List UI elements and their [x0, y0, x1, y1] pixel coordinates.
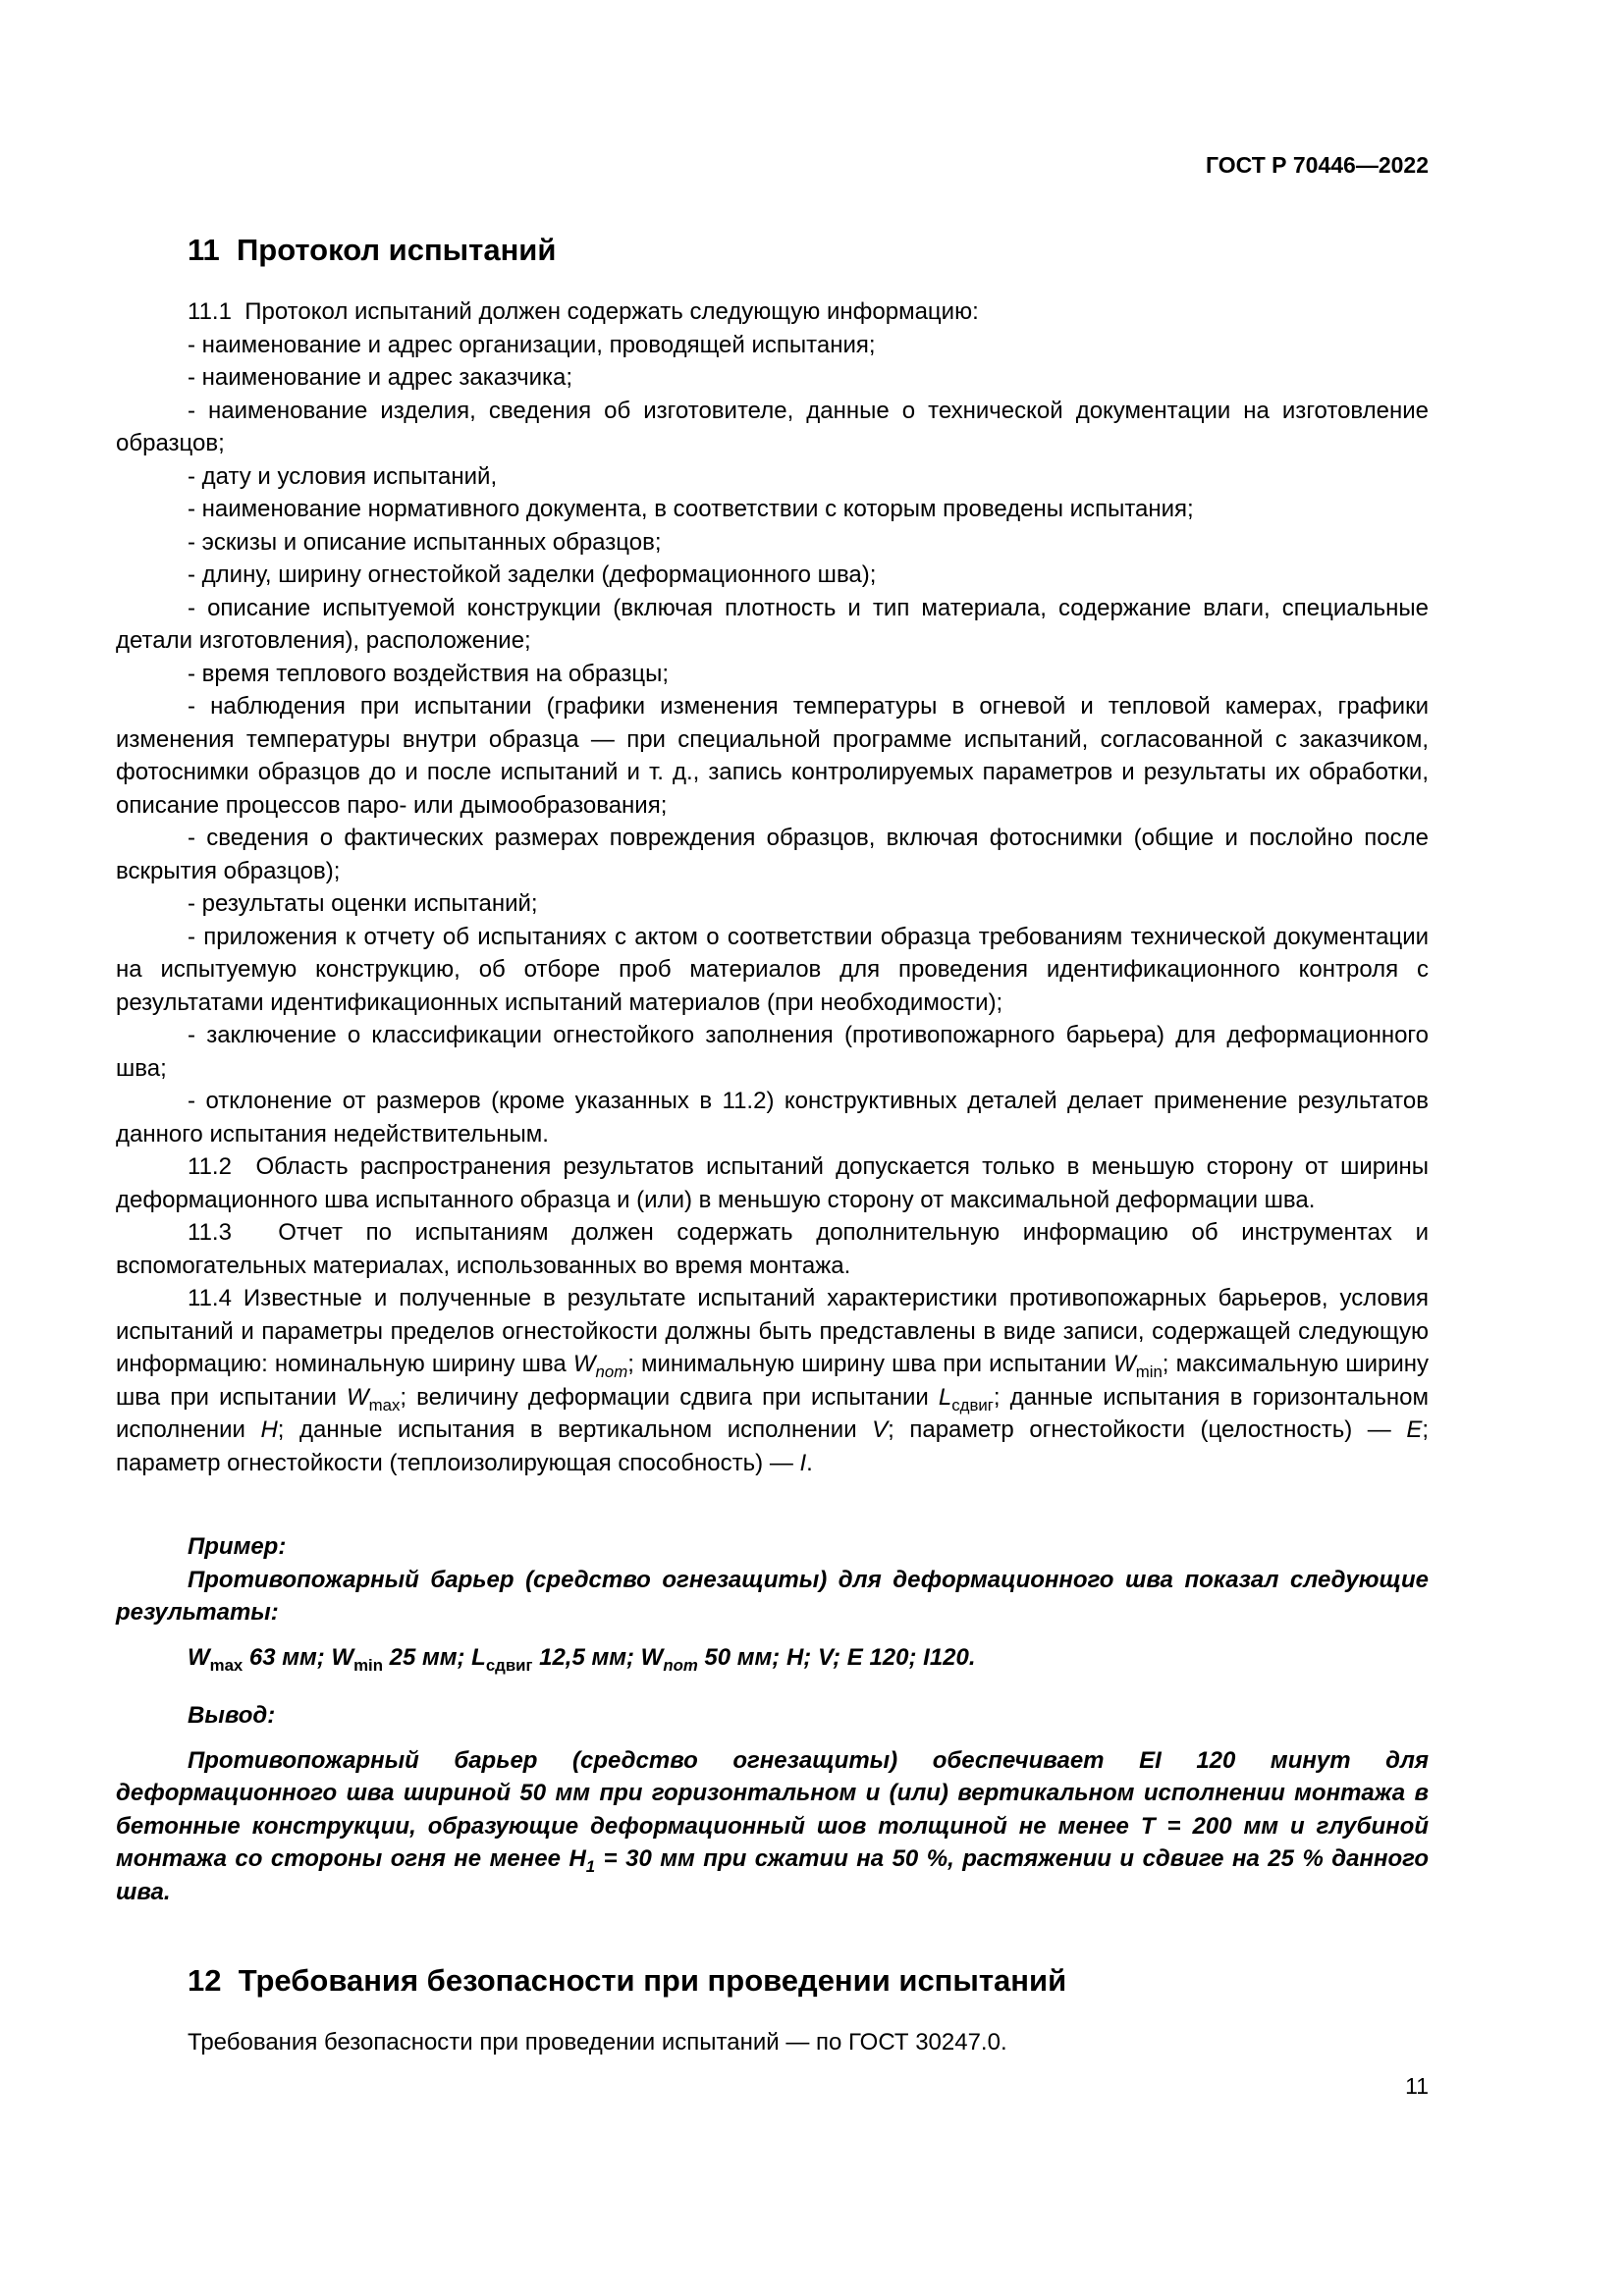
list-item-15: - отклонение от размеров (кроме указанных в 11.2) конструктивных деталей делает применение результатов данного испытания недействительным. [116, 1088, 1429, 1148]
list-item-7: - длину, ширину огнестойкой заделки (деформационного шва); [188, 561, 877, 588]
list-item-14: - заключение о классификации огнестойкого заполнения (противопожарного барьера) для деформационного шва; [116, 1022, 1429, 1082]
para-12: Требования безопасности при проведении испытаний — по ГОСТ 30247.0. [188, 2029, 1007, 2056]
para-11-1: 11.1 Протокол испытаний должен содержать следующую информацию: [188, 298, 979, 325]
list-item-12: - результаты оценки испытаний; [188, 890, 538, 917]
list-item-11: - сведения о фактических размерах повреждения образцов, включая фотоснимки (общие и послойно после вскрытия образцов); [116, 825, 1429, 884]
example-label: Пример: [188, 1533, 287, 1560]
para-11-4: 11.4 Известные и полученные в результате испытаний характеристики противопожарных барьеров, условия испытаний и параметры пределов огнестойкости должны быть представлены в виде записи, содержащей следующую информацию: номинальную ширину шва $W_{nom}$; минимальную ширину шва при испытании $W_{min}$; максимальную ширину шва при испытании $W_{max}$; величину деформации сдвига при испытании $L_{сдвиг}$; данные испытания в горизонтальном исполнении H; данные испытания в вертикальном исполнении V; параметр огнестойкости (целостность) — E; параметр огнестойкости (теплоизолирующая способность) — I. [116, 1285, 1430, 1476]
section-12-heading: 12 Требования безопасности при проведении испытаний [188, 1963, 1067, 1998]
list-item-1: - наименование и адрес организации, проводящей испытания; [188, 331, 876, 358]
list-item-4: - дату и условия испытаний, [188, 462, 498, 490]
list-item-8: - описание испытуемой конструкции (включая плотность и тип материала, содержание влаги, специальные детали изготовления), расположение; [116, 594, 1429, 654]
example-results: $W_{max}$ 63 мм; $W_{min}$ 25 мм; $L_{сдвиг}$ 12,5 мм; $W_{nom}$ 50 мм; H; V; E 120; I120. [188, 1643, 976, 1675]
list-item-5: - наименование нормативного документа, в соответствии с которым проведены испытания; [188, 496, 1194, 522]
conclusion-paragraph: Противопожарный барьер (средство огнезащиты) обеспечивает EI 120 минут для деформационного шва шириной 50 мм при горизонтальном и (или) вертикальном исполнении монтажа в бетонные конструкции, образующие деформационный шов толщиной не менее T = 200 мм и глубиной монтажа со стороны огня не менее $H_1 = 30$ мм при сжатии на 50 %, растяжении и сдвиге на 25 % данного шва. [116, 1746, 1430, 1905]
list-item-13: - приложения к отчету об испытаниях с актом о соответствии образца требованиям технической документации на испытуемую конструкцию, об отборе проб материалов для проведения идентификационного контроля с результатами идентификационных испытаний материалов (при необходимости); [116, 923, 1429, 1016]
para-11-3: 11.3 Отчет по испытаниям должен содержать дополнительную информацию об инструментах и вспомогательных материалах, использованных во время монтажа. [116, 1219, 1429, 1279]
list-item-2: - наименование и адрес заказчика; [188, 364, 573, 391]
para-11-2: 11.2 Область распространения результатов испытаний допускается только в меньшую сторону от ширины деформационного шва испытанного образца и (или) в меньшую сторону от максимальной деформации шва. [116, 1153, 1429, 1213]
list-item-6: - эскизы и описание испытанных образцов; [188, 528, 662, 556]
list-item-3: - наименование изделия, сведения об изготовителе, данные о технической документации на изготовление образцов; [116, 397, 1429, 456]
page-number: 11 [1405, 2073, 1429, 2099]
conclusion-label: Вывод: [188, 1702, 276, 1729]
section-11-heading: 11 Протокол испытаний [188, 233, 557, 267]
list-item-9: - время теплового воздействия на образцы; [188, 660, 670, 687]
example-intro: Противопожарный барьер (средство огнезащиты) для деформационного шва показал следующие результаты: [116, 1566, 1429, 1626]
list-item-10: - наблюдения при испытании (графики изменения температуры в огневой и тепловой камерах, графики изменения температуры внутри образца — при специальной программе испытаний, согласованной с заказчиком, фотоснимки образцов до и после испытаний и т. д., запись контролируемых параметров и результаты их обработки, описание процессов паро- или дымообразования; [116, 693, 1429, 819]
gost-code-header: ГОСТ Р 70446—2022 [1206, 152, 1429, 178]
